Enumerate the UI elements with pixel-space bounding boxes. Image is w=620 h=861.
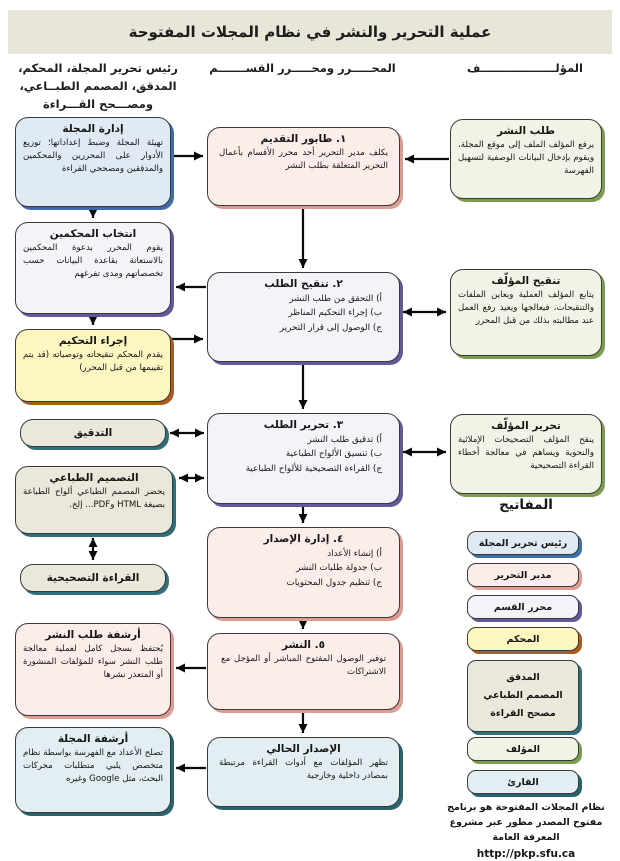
- list-item: أ) التحقق من طلب النشر: [289, 294, 382, 304]
- list-item: ب) إجراء التحكيم المناظر: [288, 308, 382, 319]
- column-header-author: المؤلـــــــــــــــــــف: [467, 61, 583, 75]
- box-body: ينقح المؤلف التصحيحات الإملائية والنحوية ويساهم في معالجة أخطاء القراءة التصحيحية: [458, 435, 594, 471]
- list-item: ج) تنظيم جدول المحتويات: [286, 577, 382, 588]
- box-title: ٣. تحرير الطلب: [263, 419, 344, 431]
- footer-note: [437, 800, 615, 861]
- legend-key-copyeditor-layout-proofreader: [467, 660, 579, 732]
- box-step3-submission-editing: [207, 413, 400, 504]
- box-body: يقدم المحكم تنقيحاته وتوصياته (قد يتم تقييمها من قبل المحرر): [23, 350, 163, 373]
- list-item: ب) جدولة طلبات النشر: [296, 563, 382, 574]
- legend-key-line: المدقق: [506, 671, 540, 683]
- legend-key-author: المؤلف: [467, 737, 579, 761]
- box-title: ٢. تنقيح الطلب: [264, 278, 343, 290]
- box-title: تنقيح المؤلّف: [491, 275, 561, 287]
- box-title: أرشفة المجلة: [57, 733, 129, 745]
- box-body: يحضر المصمم الطباعي ألواح الطباعة بصيغة HTML وPDF... إلخ.: [23, 487, 165, 510]
- box-journal-management: [15, 117, 171, 207]
- box-author-editing: [450, 414, 602, 494]
- box-review-conduct: [15, 329, 171, 402]
- footer-text: نظام المجلات المفتوحة هو برنامج مفتوح المصدر مطور عبر مشروع المعرفة العامة: [447, 802, 605, 844]
- box-proofreading: [20, 564, 166, 592]
- box-list: [215, 433, 392, 476]
- list-item: ج) الوصول إلى قرار التحرير: [279, 322, 382, 333]
- box-layout-design: [15, 466, 173, 534]
- list-item: أ) تدقيق طلب النشر: [307, 435, 382, 445]
- box-body: يكلف مدير التحرير أحد محرر الأقسام بأعمال التحرير المتعلقة بطلب النشر: [219, 148, 388, 171]
- box-body: يتابع المؤلف العملية ويعاين الملفات والتنقيحات، فيعالجها ويعيد رفع العمل عند مطالبته بذلك من قبل المحرر: [458, 290, 594, 326]
- legend-key-reader: القارئ: [467, 770, 579, 794]
- box-step1-submission-queue: [207, 127, 400, 206]
- box-body: توفير الوصول المفتوح المباشر أو المؤجل مع الاشتراكات: [221, 654, 386, 677]
- box-step2-submission-review: [207, 272, 400, 362]
- box-title: ١. طابور التقديم: [260, 133, 347, 145]
- box-step4-issue-management: [207, 527, 400, 618]
- box-title: التدقيق: [73, 427, 113, 439]
- box-step5-publishing: [207, 633, 400, 710]
- box-submission-request: [450, 119, 602, 199]
- diagram-title: عملية التحرير والنشر في نظام المجلات المفتوحة: [128, 23, 492, 41]
- box-title: أرشفة طلب النشر: [45, 629, 141, 641]
- box-body: يقوم المحرر بدعوة المحكمين بالاستعانة بقاعدة البيانات حسب تخصصاتهم ومدى تفرغهم: [23, 243, 163, 279]
- box-current-issue: [207, 737, 400, 807]
- box-body: يرفع المؤلف الملف إلى موقع المجلة، ويقوم بإدخال البيانات الوصفية لتسهيل الفهرسة: [458, 140, 594, 176]
- list-item: ب) تنسيق الألواح الطباعية: [285, 449, 382, 460]
- footer-url: http://pkp.sfu.ca: [476, 847, 576, 860]
- box-title: انتخاب المحكمين: [49, 228, 137, 240]
- box-title: التصميم الطباعي: [49, 472, 139, 484]
- title-band: [8, 10, 612, 54]
- box-list: [215, 547, 392, 590]
- box-title: ٥. النشر: [281, 639, 326, 651]
- box-journal-archiving: [15, 727, 171, 813]
- box-submission-archiving: [15, 623, 171, 716]
- box-title: طلب النشر: [497, 125, 555, 137]
- box-list: [215, 292, 392, 335]
- box-title: ٤. إدارة الإصدار: [263, 533, 344, 545]
- box-body: تهيئة المجلة وضبط إعداداتها؛ توزيع الأدوار على المحررين والمحكمين والمدققين ومصححي القراءة: [23, 138, 163, 174]
- box-title: الإصدار الحالي: [266, 743, 341, 755]
- box-body: يُحتفظ بسجل كامل لعملية معالجة طلب النشر سواء للمؤلفات المنشورة أو المتعذر نشرها: [23, 644, 163, 680]
- list-item: ج) القراءة التصحيحية للألواح الطباعية: [245, 463, 382, 474]
- box-author-revision: [450, 269, 602, 356]
- legend-key-line: المصمم الطباعي: [483, 689, 563, 701]
- box-title: إدارة المجلة: [62, 123, 124, 135]
- legend-key-managing-editor: مدير التحرير: [467, 563, 579, 587]
- legend-key-reviewer: المحكم: [467, 627, 579, 651]
- list-item: أ) إنشاء الأعداد: [327, 549, 382, 559]
- legend-title: المفاتيح: [499, 497, 553, 513]
- legend-key-editor-in-chief: رئيس تحرير المجلة: [467, 531, 579, 555]
- legend-key-section-editor: محرر القسم: [467, 595, 579, 619]
- box-title: إجراء التحكيم: [58, 335, 128, 347]
- box-title: تحرير المؤلّف: [491, 420, 561, 432]
- box-body: تظهر المؤلفات مع أدوات القراءة مرتبطة بمصادر داخلية وخارجية: [219, 758, 388, 781]
- column-header-staff: رئيس تحرير المجلة، المحكم، المدقق، المصمم الطبــاعي، ومصـــحح القـــراءة: [18, 61, 178, 111]
- box-reviewer-selection: [15, 222, 171, 314]
- box-copyediting: [20, 419, 166, 447]
- box-title: القراءة التصحيحية: [46, 572, 140, 584]
- box-body: تصلح الأعداد مع الفهرسة بواسطة نظام متخصص يلبي متطلبات محركات البحث، مثل Google وغيره: [23, 748, 163, 784]
- legend-key-line: مصحح القراءة: [490, 708, 556, 720]
- column-header-editor: المحـــــرر ومحـــــرر القســـــــم: [209, 61, 396, 75]
